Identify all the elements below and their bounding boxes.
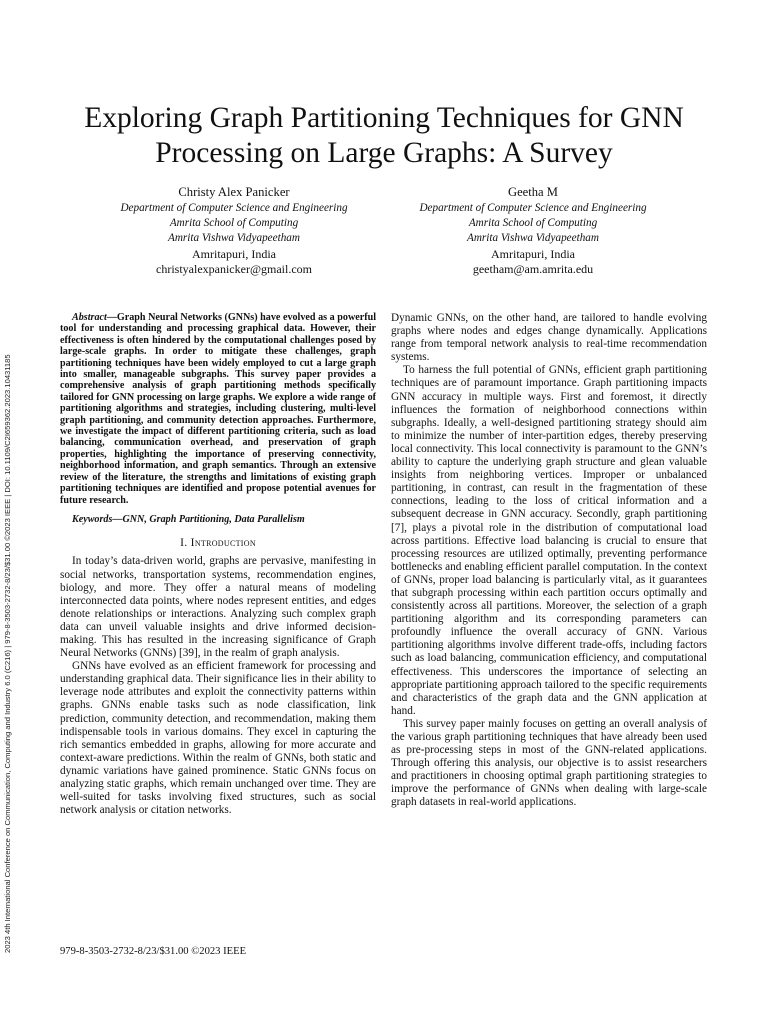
author-school: Amrita School of Computing (468, 217, 598, 230)
right-column (391, 312, 707, 810)
section-title: Introduction (190, 536, 256, 550)
author-block-2 (383, 184, 683, 277)
conference-doi-note: 2023 4th International Conference on Communication, Computing and Industry 6.0 (C216) | 979-8-3503-2732-8/23/$31.00 ©2023 IEEE | DOI: 10.1109/C2I659362.2023.10431185 (3, 354, 12, 953)
abstract-text: —Graph Neural Networks (GNNs) have evolved as a powerful tool for understanding and processing graphical data. However, their effectiveness is often hindered by the computational challenges posed by large-scale graphs. In order to mitigate these challenges, graph partitioning techniques have been widely employed to cut a large graph into smaller, manageable subgraphs. This survey paper provides a comprehensive analysis of graph partitioning methods specifically tailored for GNN processing on large graphs. We explore a wide range of partitioning algorithms and strategies, including clustering, multi-level graph partitioning, and community detection approaches. Furthermore, we investigate the impact of different partitioning criteria, such as load balancing, communication overhead, and preservation of graph properties, highlighting the importance of preserving connectivity, neighborhood information, and graph semantics. Through an extensive review of the literature, the strengths and limitations of existing graph partitioning techniques are identified and propose potential avenues for future research. (60, 312, 376, 506)
author-name: Geetha M (507, 185, 558, 199)
left-column (60, 312, 376, 817)
author-university: Amrita Vishwa Vidyapeetham (168, 232, 300, 245)
copyright-footer: 979-8-3503-2732-8/23/$31.00 ©2023 IEEE (60, 946, 247, 957)
section-number: I. (180, 536, 191, 550)
author-block-1 (84, 184, 384, 277)
author-name: Christy Alex Panicker (178, 185, 290, 199)
body-paragraph: Dynamic GNNs, on the other hand, are tailored to handle evolving graphs where nodes and edges change dynamically. Applications range from temporal network analysis to real-time recommendation systems. (391, 312, 707, 364)
author-email: geetham@am.amrita.edu (472, 261, 594, 276)
side-margin-note (2, 243, 14, 953)
body-paragraph: GNNs have evolved as an efficient framework for processing and understanding graphical data. Their significance lies in their ability to leverage node attributes and exploit the connectivity patterns within graphs. GNNs enable tasks such as node classification, link prediction, community detection, and recommendation, making them indispensable tools in various domains. They excel in capturing the rich semantics embedded in graphs, allowing for more accurate and context-aware predictions. Within the realm of GNNs, both static and dynamic variations have gained prominence. Static GNNs focus on analyzing static graphs, which remain unchanged over time. They are well-suited for tasks involving fixed structures, such as social network analysis or citation networks. (60, 660, 376, 817)
author-location: Amritapuri, India (192, 246, 276, 261)
body-paragraph: In today’s data-driven world, graphs are pervasive, manifesting in social networks, transportation systems, recommendation engines, biology, and more. They offer a natural means of modeling interconnected data points, where nodes represent entities, and edges denote relationships or interactions. Analyzing such complex graph data can unveil valuable insights and drive informed decision-making. This has resulted in the increasing significance of Graph Neural Networks (GNNs) [39], in the realm of graph analysis. (60, 555, 376, 660)
paper-title: Exploring Graph Partitioning Techniques for GNN Processing on Large Graphs: A Survey (84, 102, 684, 169)
section-heading (60, 536, 376, 549)
body-paragraph: This survey paper mainly focuses on getting an overall analysis of the various graph partitioning techniques that have already been used as pre-processing steps in most of the GNN-related applications. Through offering this analysis, our objective is to assist researchers and practitioners in choosing optimal graph partitioning strategies to improve the performance of GNNs when dealing with large-scale graph datasets in real-world applications. (391, 717, 707, 809)
author-university: Amrita Vishwa Vidyapeetham (467, 232, 599, 245)
keywords: Keywords—GNN, Graph Partitioning, Data Parallelism (72, 513, 305, 525)
author-school: Amrita School of Computing (169, 217, 299, 230)
author-location: Amritapuri, India (491, 246, 575, 261)
body-paragraph: To harness the full potential of GNNs, efficient graph partitioning techniques are of paramount importance. Graph partitioning impacts GNN accuracy in multiple ways. First and foremost, it directly influences the formation of neighborhood connections within subgraphs. Ideally, a well-designed partitioning strategy should aim to minimize the number of inter-partition edges, thereby preserving local connectivity. This local connectivity is paramount to the GNN’s ability to capture the underlying graph structure and glean valuable insights from neighboring vertices. Improper or unbalanced partitioning, in contrast, can result in the fragmentation of these connections, leading to the loss of critical information and a subsequent decrease in GNN accuracy. Secondly, graph partitioning [7], plays a pivotal role in the distribution of computational load across partitions. Effective load balancing is crucial to ensure that processing resources are utilized optimally, preventing performance bottlenecks and enabling efficient parallel computation. In the context of GNNs, proper load balancing is particularly vital, as it guarantees that subgraph processing within each partition occurs optimally and consistently across all partitions. Moreover, the selection of a graph partitioning algorithm and its corresponding parameters can profoundly influence the overall accuracy of GNN. Various partitioning algorithms involve different trade-offs, including factors such as load balancing, communication efficiency, and computational effectiveness. This underscores the importance of selecting an appropriate partitioning approach tailored to the specific requirements and characteristics of the graph data and the GNN application at hand. (391, 364, 707, 717)
author-department: Department of Computer Science and Engineering (419, 202, 647, 214)
abstract-label: Abstract (72, 312, 107, 323)
abstract (60, 312, 376, 506)
author-department: Department of Computer Science and Engineering (120, 202, 348, 214)
author-email: christyalexpanicker@gmail.com (156, 261, 312, 276)
